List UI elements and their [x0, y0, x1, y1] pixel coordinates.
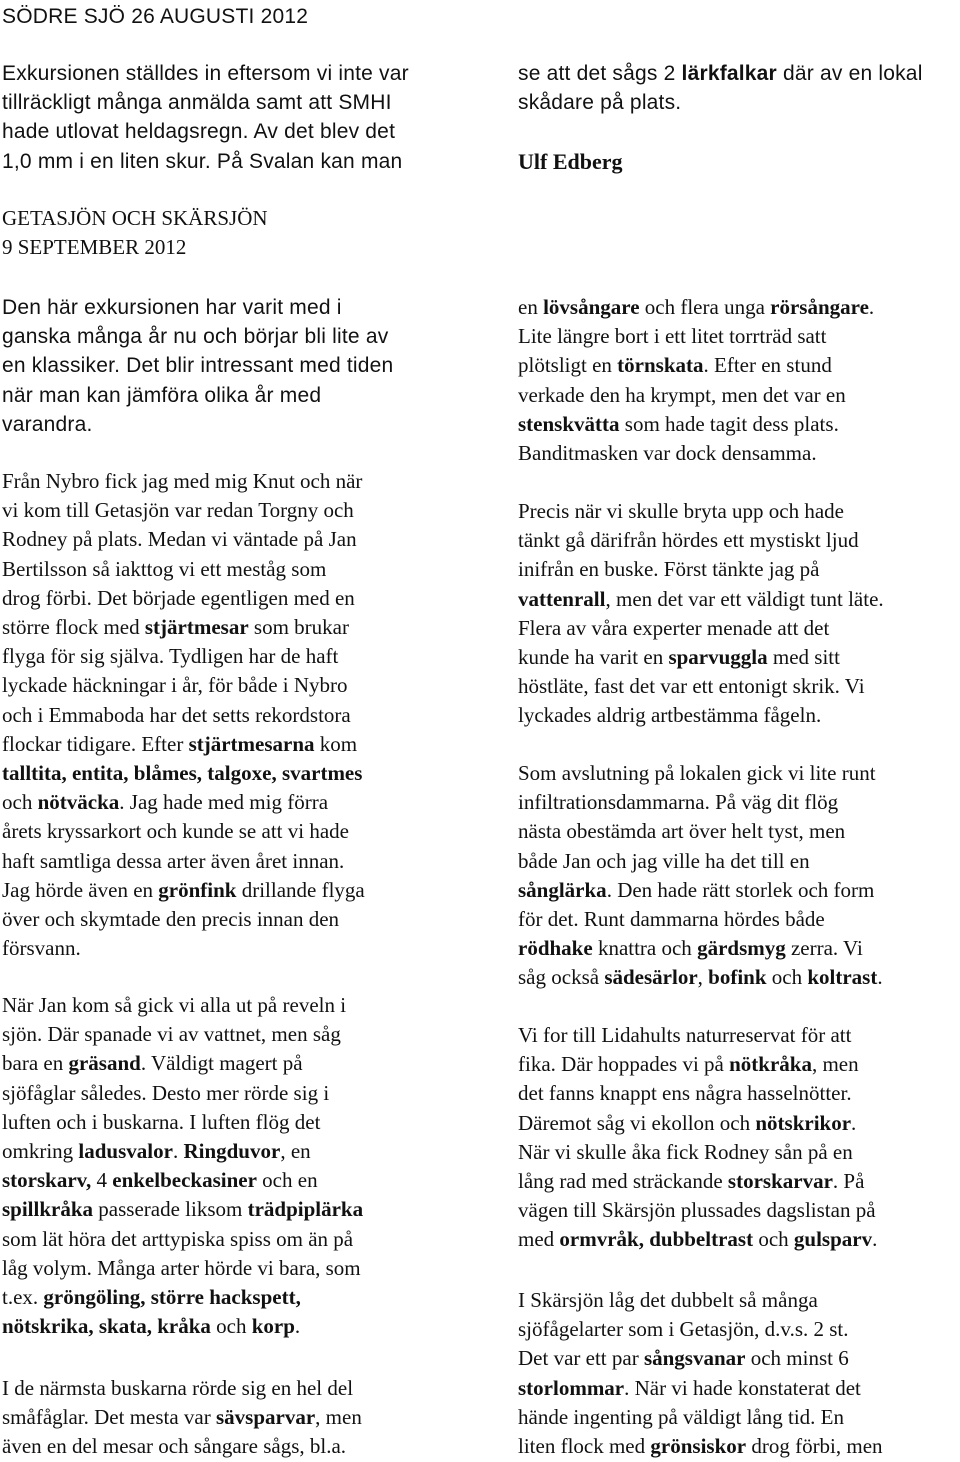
- text-line: Exkursionen ställdes in eftersom vi inte var: [2, 62, 409, 85]
- text-line: Däremot såg vi ekollon och nötskrikor.: [518, 1110, 857, 1135]
- text-line: vattenrall, men det var ett väldigt tunt läte.: [518, 586, 884, 611]
- species-name: lövsångare: [543, 295, 640, 319]
- species-name: gräsand: [68, 1051, 141, 1076]
- text-line: plötsligt en törnskata. Efter en stund: [518, 353, 832, 378]
- text-line: och i Emmaboda har det setts rekordstora: [2, 702, 351, 727]
- text-line: nästa obestämda art över helt tyst, men: [518, 819, 846, 844]
- species-name: enkelbeckasiner: [112, 1168, 257, 1193]
- text-line: bara en gräsand. Väldigt magert på: [2, 1051, 303, 1076]
- species-name: nötkråka: [729, 1052, 812, 1077]
- text-line: låg volym. Många arter hörde vi bara, som: [2, 1255, 361, 1280]
- text-line: Jag hörde även en grönfink drillande flyga: [2, 877, 365, 902]
- species-name: nötskrika, skata, kråka: [2, 1314, 211, 1339]
- text-line: Rodney på plats. Medan vi väntade på Jan: [2, 527, 357, 552]
- text-line: Precis när vi skulle bryta upp och hade: [518, 499, 844, 523]
- species-name: gröngöling, större hackspett,: [43, 1285, 301, 1310]
- text-line: sånglärka. Den hade rätt storlek och form: [518, 877, 875, 902]
- text-line: Den här exkursionen har varit med i: [2, 296, 342, 319]
- species-name: talltita, entita, blåmes, talgoxe, svartmes: [2, 761, 363, 786]
- text-line: t.ex. gröngöling, större hackspett,: [2, 1285, 301, 1310]
- text-line: vägen till Skärsjön plussades dagslistan på: [518, 1198, 876, 1223]
- right-paragraph-4: [518, 1021, 877, 1255]
- text-line: drog förbi. Det började egentligen med en: [2, 585, 355, 610]
- text-line: både Jan och jag ville ha det till en: [518, 848, 810, 873]
- text-line: I de närmsta buskarna rörde sig en hel del: [2, 1376, 354, 1400]
- text-line: Lite längre bort i ett litet torrträd satt: [518, 324, 827, 349]
- species-name: ormvråk, dubbeltrast: [559, 1227, 754, 1252]
- text-line: Banditmasken var dock densamma.: [518, 441, 817, 466]
- species-name: storlommar: [518, 1375, 625, 1400]
- text-line: lyckades aldrig artbestämma fågeln.: [518, 703, 822, 728]
- section2-heading: [2, 204, 268, 262]
- right-paragraph-3: [518, 759, 883, 993]
- text-line: Vi for till Lidahults naturreservat för att: [518, 1023, 852, 1047]
- species-name: nötväcka: [37, 790, 120, 815]
- text-line: en klassiker. Det blir intressant med tiden: [2, 354, 394, 378]
- species-name: sävsparvar: [216, 1405, 316, 1430]
- text-line: årets kryssarkort och kunde se att vi hade: [2, 819, 349, 844]
- species-name: lärkfalkar: [681, 62, 777, 85]
- text-line: luften och i buskarna. I luften flög det: [2, 1109, 321, 1134]
- species-name: grönsiskor: [650, 1434, 747, 1459]
- right-paragraph-5: [518, 1286, 883, 1461]
- section2-title: GETASJÖN OCH SKÄRSJÖN: [2, 206, 268, 230]
- text-line: som lät höra det arttypiska spiss om än på: [2, 1226, 354, 1251]
- text-line: även en del mesar och sångare sågs, bl.a.: [2, 1434, 347, 1459]
- species-name: sädesärlor: [604, 965, 698, 990]
- species-name: sparvuggla: [668, 645, 768, 670]
- section1-left-paragraph: [2, 59, 409, 176]
- text-line: lyckade häckningar i år, för både i Nybro: [2, 673, 348, 698]
- section1-heading: SÖDRE SJÖ 26 AUGUSTI 2012: [2, 5, 309, 28]
- text-line: spillkråka passerade liksom trädpiplärka: [2, 1197, 364, 1222]
- text-line: tillräckligt många anmälda samt att SMHI: [2, 91, 392, 115]
- species-name: rörsångare: [770, 295, 869, 319]
- text-line: och nötväcka. Jag hade med mig förra: [2, 790, 329, 815]
- text-line: storskarv, 4 enkelbeckasiner och en: [2, 1168, 318, 1193]
- text-line: med ormvråk, dubbeltrast och gulsparv.: [518, 1227, 878, 1252]
- left-paragraph-2: [2, 467, 365, 963]
- text-line: tänkt gå därifrån hördes ett mystiskt ljud: [518, 528, 859, 553]
- species-name: rödhake: [518, 936, 593, 961]
- section2-date: 9 SEPTEMBER 2012: [2, 235, 187, 259]
- text-line: höstläte, fast det var ett entonigt skrik. Vi: [518, 674, 865, 699]
- text-line: småfåglar. Det mesta var sävsparvar, men: [2, 1405, 362, 1430]
- species-name: Ringduvor: [183, 1139, 281, 1164]
- text-line: inifrån en buske. Först tänkte jag på: [518, 557, 820, 582]
- species-name: korp: [251, 1314, 295, 1339]
- text-line: varandra.: [2, 412, 93, 436]
- left-paragraph-1: [2, 293, 393, 439]
- text-line: liten flock med grönsiskor drog förbi, men: [518, 1434, 883, 1459]
- text-line: det fanns knappt ens några hasselnötter.: [518, 1081, 852, 1106]
- text-line: en lövsångare och flera unga rörsångare.: [518, 295, 875, 319]
- text-line: När Jan kom så gick vi alla ut på reveln i: [2, 993, 347, 1017]
- species-name: koltrast: [807, 965, 878, 990]
- text-line: [2, 759, 365, 788]
- species-name: törnskata: [617, 353, 704, 378]
- text-line: ganska många år nu och börjar bli lite av: [2, 325, 389, 349]
- left-paragraph-4: [2, 1374, 362, 1462]
- right-paragraph-2: [518, 497, 884, 731]
- text-line: sjöfåglar således. Desto mer rörde sig i: [2, 1080, 330, 1105]
- species-name: gärdsmyg: [697, 936, 786, 961]
- text-line: infiltrationsdammarna. På väg dit flög: [518, 790, 839, 815]
- text-line: kunde ha varit en sparvuggla med sitt: [518, 645, 840, 670]
- text-line: När vi skulle åka fick Rodney sån på en: [518, 1139, 853, 1164]
- text-line: se att det sågs 2 lärkfalkar där av en lokal: [518, 62, 923, 85]
- text-line: Bertilsson så iakttog vi ett meståg som: [2, 556, 327, 581]
- species-name: spillkråka: [2, 1197, 94, 1222]
- text-line: 1,0 mm i en liten skur. På Svalan kan man: [2, 149, 403, 173]
- species-name: sånglärka: [518, 877, 607, 902]
- text-line: sjön. Där spanade vi av vattnet, men såg: [2, 1022, 341, 1047]
- species-name: sångsvanar: [643, 1346, 746, 1371]
- text-line: Det var ett par sångsvanar och minst 6: [518, 1346, 849, 1371]
- species-name: nötskrikor: [755, 1110, 852, 1135]
- species-name: stjärtmesarna: [188, 731, 315, 756]
- text-line: när man kan jämföra olika år med: [2, 383, 322, 407]
- text-line: fika. Där hoppades vi på nötkråka, men: [518, 1052, 859, 1077]
- text-line: omkring ladusvalor. Ringduvor, en: [2, 1139, 311, 1164]
- species-name: bofink: [708, 965, 767, 990]
- text-line: stenskvätta som hade tagit dess plats.: [518, 411, 839, 436]
- species-name: trädpiplärka: [247, 1197, 364, 1222]
- species-name: gulsparv: [793, 1227, 873, 1252]
- species-name: ladusvalor: [78, 1139, 173, 1164]
- species-name: storskarv,: [2, 1168, 92, 1193]
- section1-right-paragraph: [518, 59, 923, 117]
- text-line: nötskrika, skata, kråka och korp.: [2, 1314, 301, 1339]
- text-line: verkade den ha krympt, men det var en: [518, 382, 846, 407]
- text-line: haft samtliga dessa arter även året innan.: [2, 848, 345, 873]
- text-line: över och skymtade den precis innan den: [2, 907, 340, 932]
- text-line: flockar tidigare. Efter stjärtmesarna kom: [2, 731, 358, 756]
- text-line: vi kom till Getasjön var redan Torgny och: [2, 498, 354, 523]
- text-line: flyga för sig själva. Tydligen har de haft: [2, 644, 339, 669]
- text-line: Från Nybro fick jag med mig Knut och när: [2, 469, 363, 493]
- species-name: vattenrall: [518, 586, 606, 611]
- text-line: försvann.: [2, 936, 81, 961]
- species-name: stjärtmesar: [144, 615, 249, 640]
- right-paragraph-1: [518, 293, 874, 468]
- text-line: större flock med stjärtmesar som brukar: [2, 615, 349, 640]
- text-line: för det. Runt dammarna hördes både: [518, 907, 825, 932]
- text-line: hade utlovat heldagsregn. Av det blev det: [2, 120, 396, 144]
- species-name: grönfink: [158, 877, 237, 902]
- text-line: Flera av våra experter menade att det: [518, 615, 830, 640]
- text-line: hände ingenting på väldigt lång tid. En: [518, 1404, 845, 1429]
- text-line: lång rad med sträckande storskarvar. På: [518, 1169, 865, 1194]
- species-name: stenskvätta: [518, 411, 620, 436]
- text-line: skådare på plats.: [518, 91, 682, 115]
- text-line: sjöfågelarter som i Getasjön, d.v.s. 2 st.: [518, 1317, 849, 1342]
- text-line: rödhake knattra och gärdsmyg zerra. Vi: [518, 936, 863, 961]
- species-name: storskarvar: [727, 1169, 833, 1194]
- text-line: Som avslutning på lokalen gick vi lite runt: [518, 761, 876, 785]
- text-line: I Skärsjön låg det dubbelt så många: [518, 1288, 818, 1312]
- text-line: såg också sädesärlor, bofink och koltrast.: [518, 965, 883, 990]
- author-signature: Ulf Edberg: [518, 149, 623, 174]
- text-line: storlommar. När vi hade konstaterat det: [518, 1375, 861, 1400]
- left-paragraph-3: [2, 991, 363, 1341]
